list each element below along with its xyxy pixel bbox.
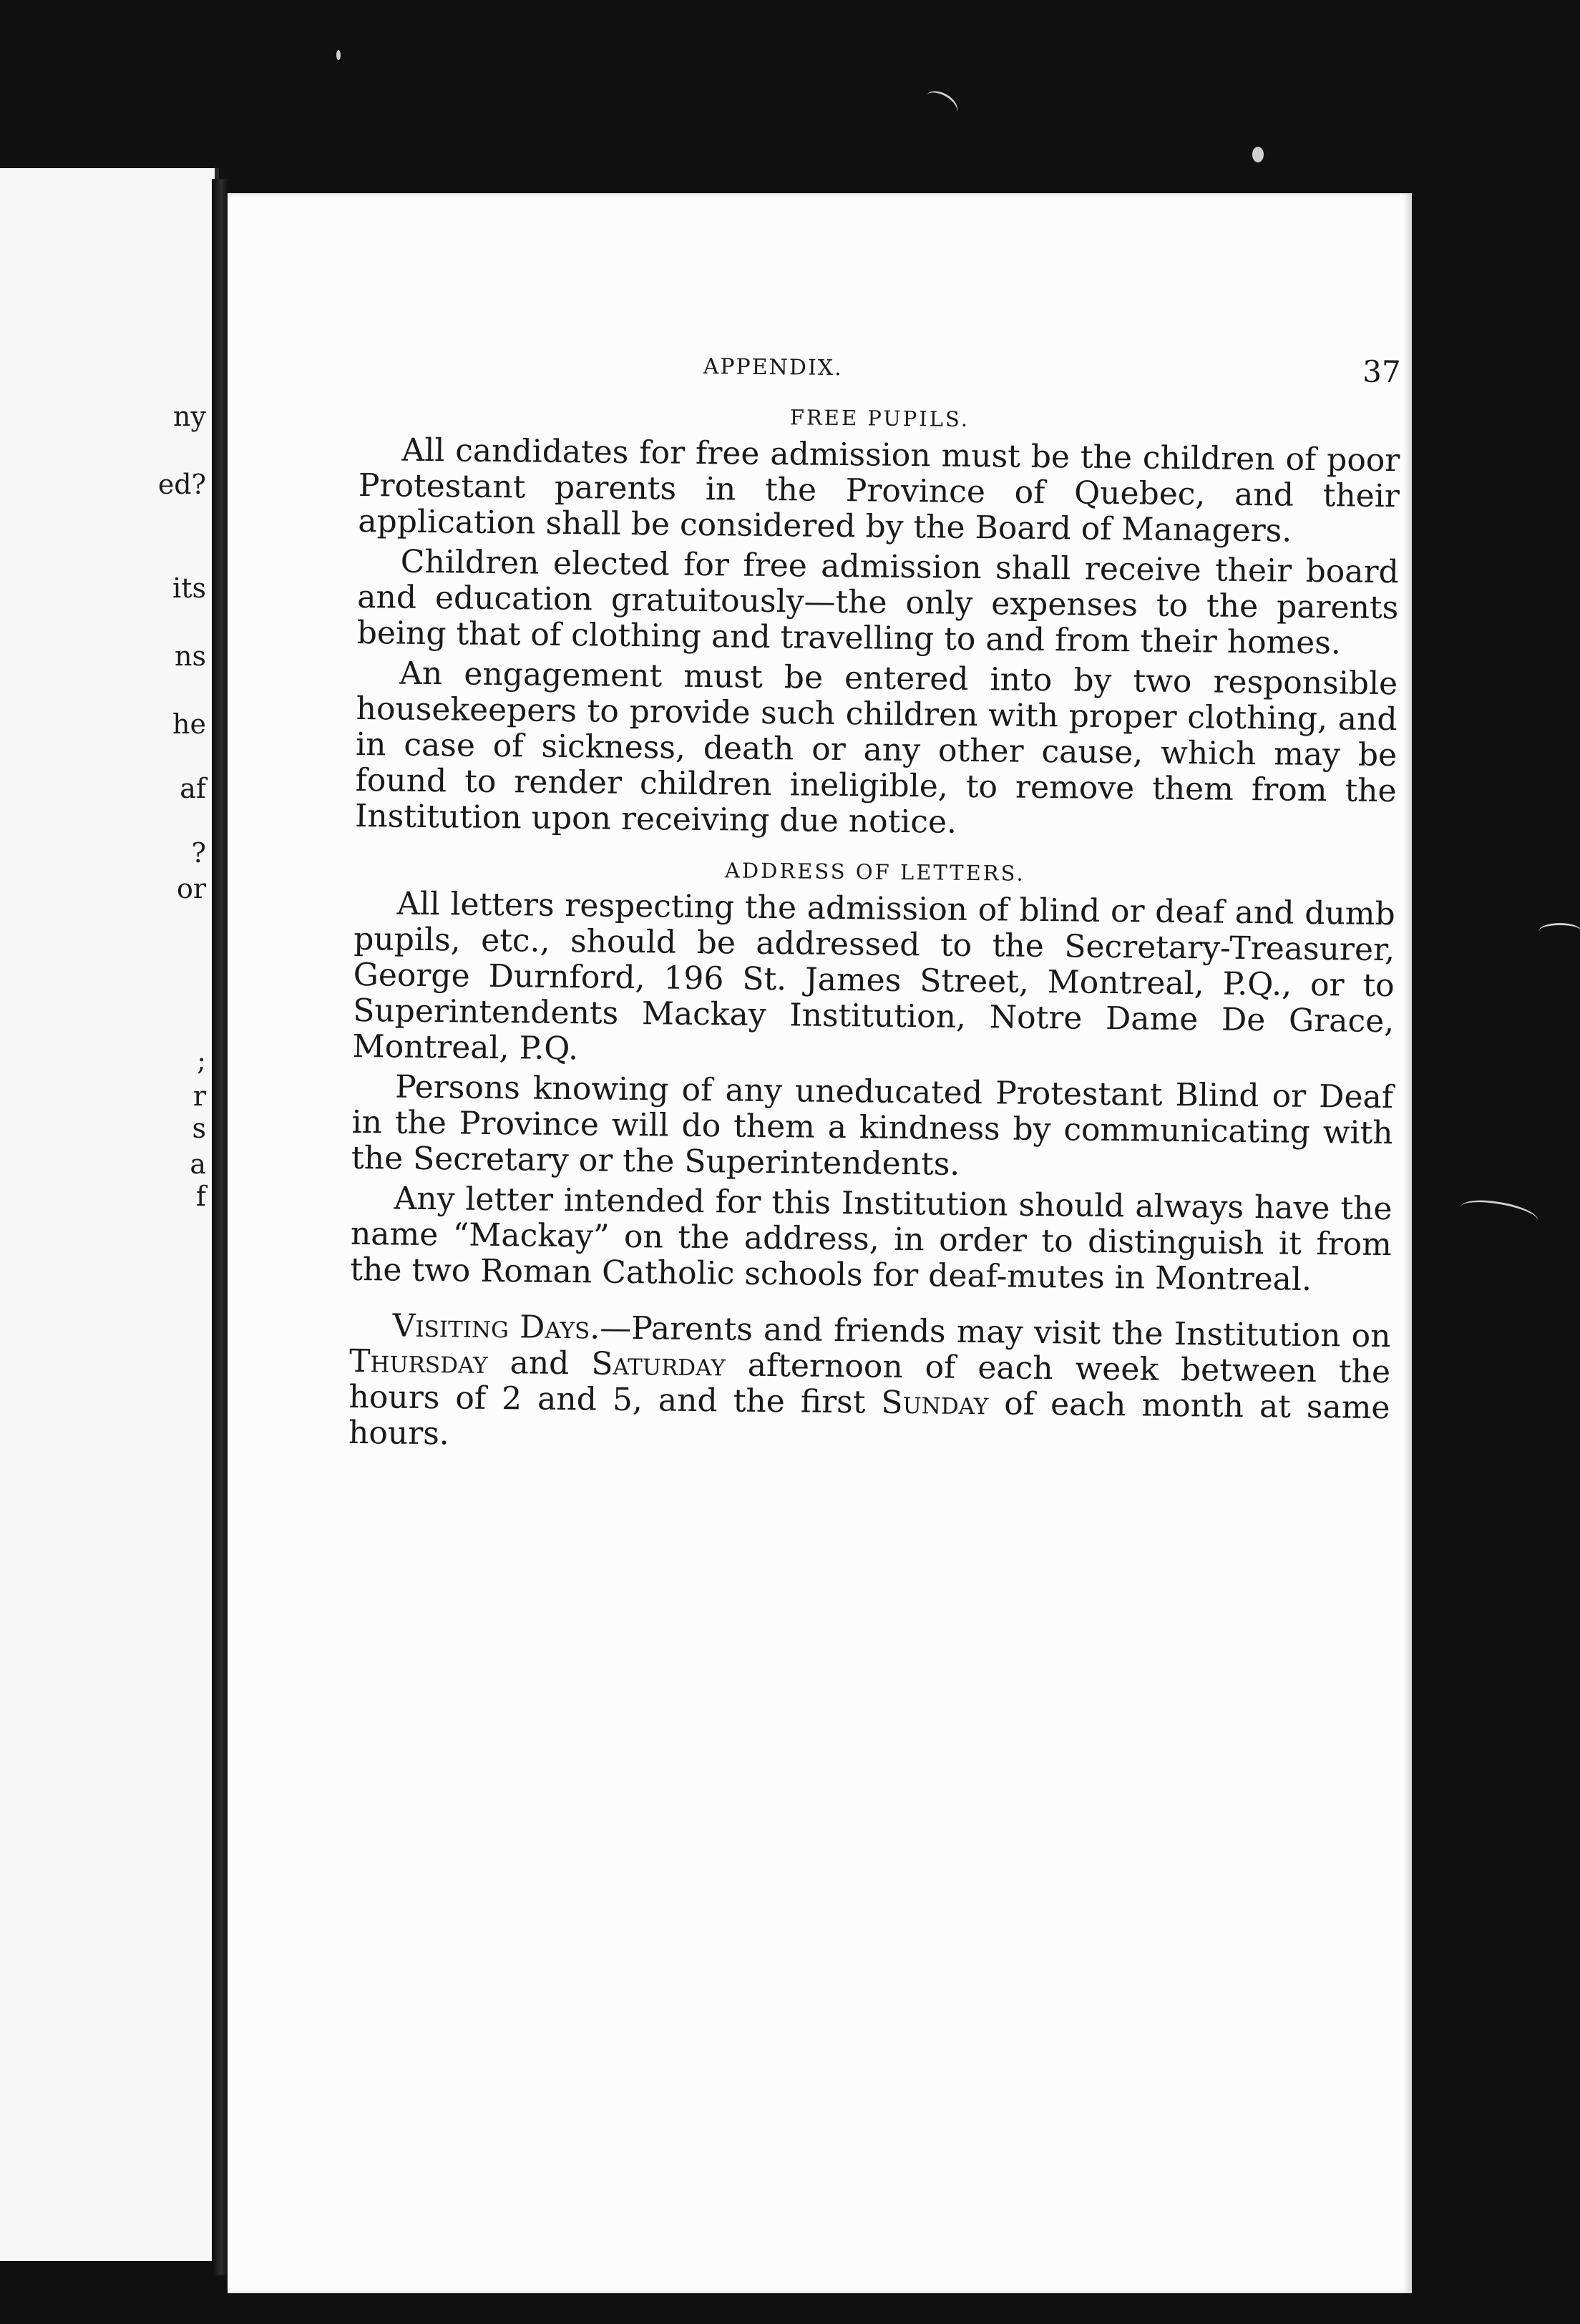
day-name: Thursday	[348, 1342, 488, 1381]
left-page-fragment: f	[195, 1181, 206, 1212]
paragraph: All letters respecting the admission of blind or deaf and dumb pupils, etc., should be addressed to the Secretary-Treasurer, George Durnford, 196 St. James Street, Montreal, P.Q., or to Superintendents Mackay Institution, Notre Dame De Grace, Montreal, P.Q.	[352, 885, 1395, 1068]
lint-fiber	[1538, 923, 1580, 939]
left-page-fragment: its	[172, 572, 206, 604]
dust-speck	[1252, 147, 1264, 162]
visiting-text: and	[487, 1344, 592, 1382]
day-name: Sunday	[881, 1384, 989, 1422]
lint-fiber	[920, 86, 962, 125]
paragraph: Persons knowing of any uneducated Protestant Blind or Deaf in the Province will do them a kindness by communicating with the Secretary or the Superintendents.	[351, 1068, 1394, 1183]
left-page-fragment: ed?	[157, 469, 206, 500]
visiting-days-lead: Visiting Days.	[392, 1307, 600, 1347]
visiting-days-paragraph	[348, 1308, 1391, 1462]
left-page-fragment: s	[192, 1113, 206, 1144]
left-page-fragment: af	[180, 773, 206, 804]
left-page-fragment: he	[172, 708, 206, 740]
section-heading: ADDRESS OF LETTERS.	[724, 858, 1025, 886]
left-page-fragment: ?	[191, 837, 206, 869]
lint-fiber	[1458, 1196, 1540, 1233]
running-head	[359, 343, 1401, 397]
book-spine-gutter	[212, 179, 228, 2275]
running-head-title: APPENDIX.	[703, 354, 843, 381]
paragraph: All candidates for free admission must be the children of poor Protestant parents in the Province of Quebec, and their application shall be considered by the Board of Managers.	[358, 431, 1400, 550]
paragraph: An engagement must be entered into by two responsible housekeepers to provide such children with proper clothing, and in case of sickness, death or any other cause, which may be found to render children ineligible, to remove them from the Institution upon receiving due notice.	[354, 655, 1398, 841]
visiting-text: of each month at same hours.	[348, 1385, 1390, 1452]
page-number: 37	[1362, 353, 1401, 390]
visiting-text: —Parents and friends may visit the Institution on	[600, 1309, 1391, 1355]
dust-speck	[336, 50, 341, 60]
left-facing-page	[0, 168, 219, 2261]
paragraph: Children elected for free admission shall receive their board and education gratuitously—the only expenses to the parents being that of clothing and travelling to and from their homes.	[356, 543, 1399, 662]
left-page-fragment: r	[192, 1080, 206, 1112]
paragraph: Any letter intended for this Institution should always have the name “Mackay” on the address, in order to distinguish it from the two Roman Catholic schools for deaf-mutes in Montreal.	[350, 1180, 1393, 1298]
page-content	[348, 343, 1401, 1462]
day-name: Saturday	[591, 1345, 726, 1384]
left-page-fragment: ;	[197, 1045, 206, 1076]
left-page-fragment: ny	[173, 401, 206, 432]
left-page-fragment: a	[190, 1148, 206, 1180]
book-page	[228, 193, 1412, 2293]
visiting-text: afternoon of each week between the hours of 2 and 5, and the first	[348, 1347, 1391, 1421]
left-page-fragment: or	[176, 873, 206, 904]
left-page-fragment: ns	[175, 640, 206, 672]
section-heading: FREE PUPILS.	[789, 405, 970, 431]
